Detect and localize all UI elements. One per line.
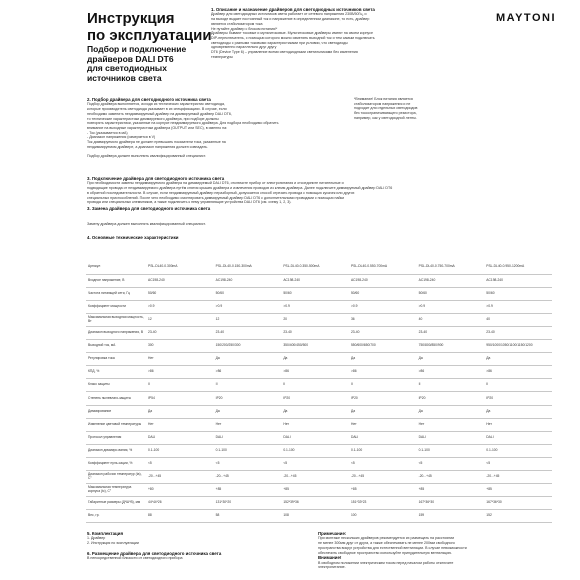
- text-line: специальных приспособлений. После чего необходимо смонтировать диммируемый драйвер DALI DT6 с дополнительными проводами с помощью пайки: [87, 195, 345, 200]
- table-cell: <5: [281, 457, 349, 470]
- table-row-label: Габаритные размеры (Д*Ш*В), мм: [86, 497, 146, 510]
- table-cell: 159: [417, 510, 485, 523]
- section-driver-selection: [87, 97, 337, 159]
- text-line: светодиоды с разными токовыми характеристиками при условии, что светодиоды: [211, 40, 348, 45]
- table-row-label: Входное напряжение, В: [86, 274, 146, 287]
- table-cell: DALI: [349, 431, 417, 444]
- table-cell: Да: [484, 405, 552, 418]
- table-cell: 23-40: [417, 326, 485, 339]
- table-cell: >0.9: [349, 300, 417, 313]
- table-row: [86, 392, 552, 405]
- table-cell: Нет: [349, 418, 417, 431]
- table-cell: -20...+45: [281, 471, 349, 484]
- table-cell: DALI: [146, 431, 214, 444]
- text-line: пространства вокруг устройства для естественной вентиляции. В случае невозможности: [318, 545, 467, 550]
- section-heading: 2. Подбор драйвера для светодиодного источника света: [87, 97, 211, 102]
- section-footer-text: Замену драйвера должен выполнять квалифицированный специалист.: [87, 222, 206, 226]
- table-row: [86, 471, 552, 484]
- text-line: подходит для отдельных светодиодов: [354, 106, 418, 111]
- table-row-label: Диапазон рабочих температур (ta), C°: [86, 471, 146, 484]
- table-row: [86, 510, 552, 523]
- text-line: температуры: [211, 54, 233, 59]
- text-line: является стабилизатором тока: [211, 21, 263, 26]
- table-row: [86, 274, 552, 287]
- table-cell: Да: [281, 353, 349, 366]
- text-line: повторять характеристики, указанные на корпусе неэдиммируемого драйвера. Для подбора необходимо обратить: [87, 121, 279, 126]
- table-cell: DALI: [214, 431, 282, 444]
- text-line: Драйвер для светодиодных источников света работает от сетевого напряжения 230В/50Гц, и: [211, 12, 367, 17]
- text-line: Ток диммируемого драйвера не должен превышать показатели тока, указанные на: [87, 140, 226, 145]
- table-cell: Да: [349, 405, 417, 418]
- table-cell: >86: [214, 366, 282, 379]
- brand-logo: MAYTONI: [496, 12, 557, 24]
- table-cell: IP20: [281, 392, 349, 405]
- table-row: [86, 353, 552, 366]
- table-cell: -20...+45: [349, 471, 417, 484]
- table-row-label: Вес, гр.: [86, 510, 146, 523]
- table-cell: AC198-240: [349, 274, 417, 287]
- table-cell: -20...+45: [214, 471, 282, 484]
- table-cell: PSL-DL40-0.950-1200mA: [484, 261, 552, 274]
- table-row: [86, 444, 552, 457]
- table-cell: >86: [349, 366, 417, 379]
- table-cell: Да: [146, 405, 214, 418]
- table-row: [86, 340, 552, 353]
- table-row-label: Класс защиты: [86, 379, 146, 392]
- table-cell: 20: [281, 313, 349, 326]
- table-row: [86, 418, 552, 431]
- table-cell: 12: [146, 313, 214, 326]
- list-item: 1. Драйвер: [87, 536, 106, 541]
- table-cell: 100: [349, 510, 417, 523]
- table-cell: Да: [281, 405, 349, 418]
- table-row-label: Коэффициент мощности: [86, 300, 146, 313]
- table-row: [86, 457, 552, 470]
- text-line: Подбор драйвера выполняется, исходя из технических характеристик светодиода,: [87, 102, 225, 107]
- table-row-label: Максимальная температура корпуса (tc), C°: [86, 484, 146, 497]
- table-cell: +85: [281, 484, 349, 497]
- table-row: [86, 300, 552, 313]
- table-cell: 131*30*20: [214, 497, 282, 510]
- section-body: [87, 102, 337, 158]
- table-cell: 0.1-100: [484, 444, 552, 457]
- table-cell: AC198-240: [281, 274, 349, 287]
- table-cell: II: [349, 379, 417, 392]
- note-warning: [354, 97, 504, 121]
- table-cell: <5: [349, 457, 417, 470]
- table-row-label: Регулировка тока: [86, 353, 146, 366]
- text-line: неэдиммируемом драйвере, а диапазон напряжения должен совпадать.: [87, 144, 208, 149]
- table-cell: Да: [417, 353, 485, 366]
- table-cell: +85: [349, 484, 417, 497]
- text-line: провода или специальных клеммников, а также подключить к нему управляющие устройства DALI DT6 (см. схему 1, 2, 3).: [87, 200, 292, 205]
- table-cell: -20...+45: [417, 471, 485, 484]
- table-cell: Нет: [281, 418, 349, 431]
- table-cell: 23-40: [484, 326, 552, 339]
- table-cell: 151*33*23: [349, 497, 417, 510]
- table-cell: 23-40: [146, 326, 214, 339]
- table-cell: AC198-240: [484, 274, 552, 287]
- table-cell: Нет: [146, 353, 214, 366]
- table-cell: <5: [214, 457, 282, 470]
- section-heading: 1. Описание и назначение драйверов для светодиодных источников света: [211, 7, 375, 12]
- table-cell: 50/60: [349, 287, 417, 300]
- table-cell: 50/60: [484, 287, 552, 300]
- table-row-label: КПД, %: [86, 366, 146, 379]
- table-cell: +85: [484, 484, 552, 497]
- table-cell: <5: [484, 457, 552, 470]
- table-cell: >0.9: [484, 300, 552, 313]
- table-cell: DALI: [484, 431, 552, 444]
- table-cell: 50/60: [281, 287, 349, 300]
- section-heading-replacement: 3. Замена драйвера для светодиодного источника света: [87, 206, 211, 211]
- remarks-body: [318, 536, 554, 555]
- table-cell: 167*36*30: [417, 497, 485, 510]
- table-cell: 152*39*36: [281, 497, 349, 510]
- table-header-row: [86, 261, 552, 274]
- table-cell: IP54: [146, 392, 214, 405]
- table-cell: Да: [349, 353, 417, 366]
- text-line: на выходе выдает постоянный ток и напряжение в определенном диапазоне, то есть, драйвер: [211, 17, 370, 22]
- table-cell: 50/60: [417, 287, 485, 300]
- page-title: [87, 10, 212, 44]
- table-row: [86, 405, 552, 418]
- section-heading: 5. Комплектация: [87, 531, 124, 536]
- table-row-label: Диммирование: [86, 405, 146, 418]
- text-line: стабилизатором напряжения и не: [354, 101, 411, 106]
- table-cell: II: [214, 379, 282, 392]
- table-cell: 50/60: [214, 287, 282, 300]
- table-cell: 36: [349, 313, 417, 326]
- table-row-label: Диапазон выходного напряжения, В: [86, 326, 146, 339]
- table-cell: PSL-DL40-0.150-300mA: [214, 261, 282, 274]
- table-cell: II: [417, 379, 485, 392]
- text-line: DIP-переключатель, с помощью которого можно изменять выходной ток и тем самым подключать: [211, 35, 375, 40]
- table-cell: PSL-DL40-0.550-700mA: [349, 261, 417, 274]
- table-cell: II: [281, 379, 349, 392]
- text-line: В непосредственной близости от светодиодного прибора: [87, 556, 183, 561]
- subtitle-line-2: драйверов DALI DT6: [87, 53, 174, 64]
- table-cell: 88: [146, 510, 214, 523]
- table-cell: >0.9: [417, 300, 485, 313]
- table-cell: AC198-240: [417, 274, 485, 287]
- table-cell: >86: [417, 366, 485, 379]
- table-row: [86, 326, 552, 339]
- table-row-label: Изменение цветовой температуры: [86, 418, 146, 431]
- table-cell: >86: [484, 366, 552, 379]
- table-cell: PSL-DL40-0.350-500mA: [281, 261, 349, 274]
- table-row: [86, 379, 552, 392]
- table-cell: 40: [417, 313, 485, 326]
- table-cell: DALI: [417, 431, 485, 444]
- table-row-label: Коэффициент пуль-сации, %: [86, 457, 146, 470]
- text-line: Не путайте драйвер с блоком питания!*: [211, 26, 278, 31]
- table-row: [86, 313, 552, 326]
- table-cell: Да: [214, 353, 282, 366]
- section-heading: 3. Подключение драйвера для светодиодного источника света: [87, 176, 225, 181]
- table-cell: Да: [214, 405, 282, 418]
- table-cell: II: [146, 379, 214, 392]
- text-line: необходимо заменить неэдиммируемый драйвер на диммируемый драйвер DALI DT6,: [87, 111, 232, 116]
- table-cell: >86: [281, 366, 349, 379]
- text-line: Драйверы бывают токовые и мультитоковые. Мультитоковые драйверы имеют на своем корпусе: [211, 31, 373, 36]
- table-cell: AC198-240: [214, 274, 282, 287]
- table-cell: 0.1-100: [146, 444, 214, 457]
- subtitle-line-1: Подбор и подключение: [87, 44, 187, 54]
- text-line: в обратной последовательности. В случае, если неэдиммируемый драйвер нерaзборный, допускается способ отрезать провода с помощью кусачек или других: [87, 190, 355, 195]
- table-row-label: Артикул: [86, 261, 146, 274]
- table-cell: Нет: [214, 418, 282, 431]
- table-cell: -20...+45: [484, 471, 552, 484]
- table-row: [86, 431, 552, 444]
- table-cell: 750/800/850/900: [417, 340, 485, 353]
- table-cell: 150/200/250/300: [214, 340, 282, 353]
- text-line: например, как у светодиодной ленты.: [354, 115, 417, 120]
- table-cell: Нет: [146, 418, 214, 431]
- table-cell: <5: [417, 457, 485, 470]
- section-description: [211, 7, 551, 59]
- list-item: 2. Инструкция по эксплуатации: [87, 541, 139, 546]
- section-heading: 6. Размещение драйвера для светодиодного источника света: [87, 551, 222, 556]
- table-cell: 0.1-100: [349, 444, 417, 457]
- table-cell: 950/1000/1050/1100/1150/1200: [484, 340, 552, 353]
- table-cell: DALI: [281, 431, 349, 444]
- table-cell: <5: [146, 457, 214, 470]
- section-package: [87, 531, 287, 546]
- section-body: [87, 556, 307, 561]
- table-cell: Да: [484, 353, 552, 366]
- section-body: [87, 181, 553, 205]
- remarks-heading: Примечание:: [318, 531, 347, 536]
- table-cell: 23-40: [349, 326, 417, 339]
- table-cell: Да: [417, 405, 485, 418]
- table-cell: 23-40: [214, 326, 282, 339]
- table-cell: AC198-240: [146, 274, 214, 287]
- text-line: внимание на выходные характеристики драйвера (OUTPUT или SEC), в именно на:: [87, 125, 228, 130]
- table-cell: +80: [146, 484, 214, 497]
- table-cell: -20...+45: [146, 471, 214, 484]
- text-line: которые производитель светодиода указывает в их спецификациях. В случае, если: [87, 107, 227, 112]
- table-cell: II: [484, 379, 552, 392]
- text-line: *Внимание! Блок питания является: [354, 97, 413, 101]
- text-line: - Ток (указывается в мА): [87, 130, 128, 135]
- table-cell: 12: [214, 313, 282, 326]
- specs-table: [86, 261, 552, 523]
- text-line: подводящие провода от неэдиммируемого драйвера путём снятия крышек драйвера и извлечения проводов из клемм драйвера. Далее подключите диммируемый драйвер DALI DT6: [87, 186, 393, 191]
- table-cell: 0.1-100: [417, 444, 485, 457]
- text-line: DT6 (Device Type 6) – управление всеми светодиодными светильниками без изменения: [211, 50, 358, 55]
- table-row-label: Протокол управления: [86, 431, 146, 444]
- table-cell: IP20: [349, 392, 417, 405]
- subtitle-line-3: для светодиодных: [87, 63, 167, 73]
- title-line-2: по эксплуатации: [87, 27, 212, 44]
- text-line: При необходимости замены неэдиммируемого драйвера на диммируемый DALI DT6, отключите прибор от электропитания и отсоедините питательные и: [87, 181, 344, 186]
- table-cell: 50/60: [146, 287, 214, 300]
- section-body: [87, 536, 287, 545]
- table-cell: 167*36*30: [484, 497, 552, 510]
- table-row-label: Выходной ток, мА: [86, 340, 146, 353]
- section-connection: [87, 176, 553, 205]
- section-heading-specs: 4. Основные технические характеристики: [87, 235, 179, 240]
- table-row-label: Диапазон диммиро-вания, %: [86, 444, 146, 457]
- warning-body: [318, 561, 554, 570]
- text-line: Подбор драйвера должен выполнять квалифицированный специалист.: [87, 154, 206, 159]
- section-remarks: [318, 531, 554, 570]
- table-cell: PSL-DL40-0.750-700mA: [417, 261, 485, 274]
- table-cell: >0.9: [281, 300, 349, 313]
- table-cell: >0.9: [214, 300, 282, 313]
- page-subtitle: [87, 45, 186, 83]
- subtitle-line-4: источников света: [87, 72, 162, 83]
- table-cell: 58: [214, 510, 282, 523]
- table-cell: 300: [146, 340, 214, 353]
- table-row-label: Частота питающей сети, Гц: [86, 287, 146, 300]
- text-line: В свободном положении электрическим током перед началом работы отключите: [318, 560, 454, 565]
- table-cell: 23-40: [281, 326, 349, 339]
- text-line: - Диапазон напряжения (измеряется в V): [87, 135, 156, 140]
- table-cell: IP20: [214, 392, 282, 405]
- text-line: то технические характеристики диммируемого драйвера, при подборе должны: [87, 116, 219, 121]
- section-placement: [87, 551, 307, 561]
- table-cell: 44*44*26: [146, 497, 214, 510]
- warning-heading: Внимание!: [318, 555, 342, 561]
- table-cell: PSL-DL40-0.300mA: [146, 261, 214, 274]
- table-cell: 40: [484, 313, 552, 326]
- table-cell: 0.1-100: [281, 444, 349, 457]
- table-cell: 550/600/650/700: [349, 340, 417, 353]
- table-cell: 0.1-100: [214, 444, 282, 457]
- text-line: обеспечить свободное пространство используйте принудительную вентиляцию.: [318, 550, 453, 555]
- text-line: При монтаже нескольких драйверов рекомендуется их размещать на расстоянии: [318, 536, 455, 541]
- table-row: [86, 484, 552, 497]
- table-row: [86, 366, 552, 379]
- table-cell: >0.9: [146, 300, 214, 313]
- table-cell: IP20: [417, 392, 485, 405]
- table-row: [86, 497, 552, 510]
- title-line-1: Инструкция: [87, 10, 175, 27]
- table-cell: Нет: [417, 418, 485, 431]
- table-cell: IP20: [484, 392, 552, 405]
- table-row: [86, 287, 552, 300]
- table-cell: 152: [484, 510, 552, 523]
- text-line: электропитание.: [318, 565, 346, 570]
- text-line: не менее 300мм друг от друга, а также обеспечивать не менее 200мм свободного: [318, 541, 455, 546]
- table-cell: +85: [417, 484, 485, 497]
- text-line: одновременно параллельно друг другу: [211, 45, 277, 50]
- table-cell: Нет: [484, 418, 552, 431]
- table-cell: 350/400/450/500: [281, 340, 349, 353]
- section-body: [211, 12, 551, 59]
- table-cell: +85: [214, 484, 282, 497]
- table-cell: 108: [281, 510, 349, 523]
- text-line: без токоограничивающего резистора,: [354, 111, 417, 116]
- table-row-label: Степень пылевлаго-защиты: [86, 392, 146, 405]
- table-row-label: Максимальная выходная мощность, Вт: [86, 313, 146, 326]
- table-cell: >86: [146, 366, 214, 379]
